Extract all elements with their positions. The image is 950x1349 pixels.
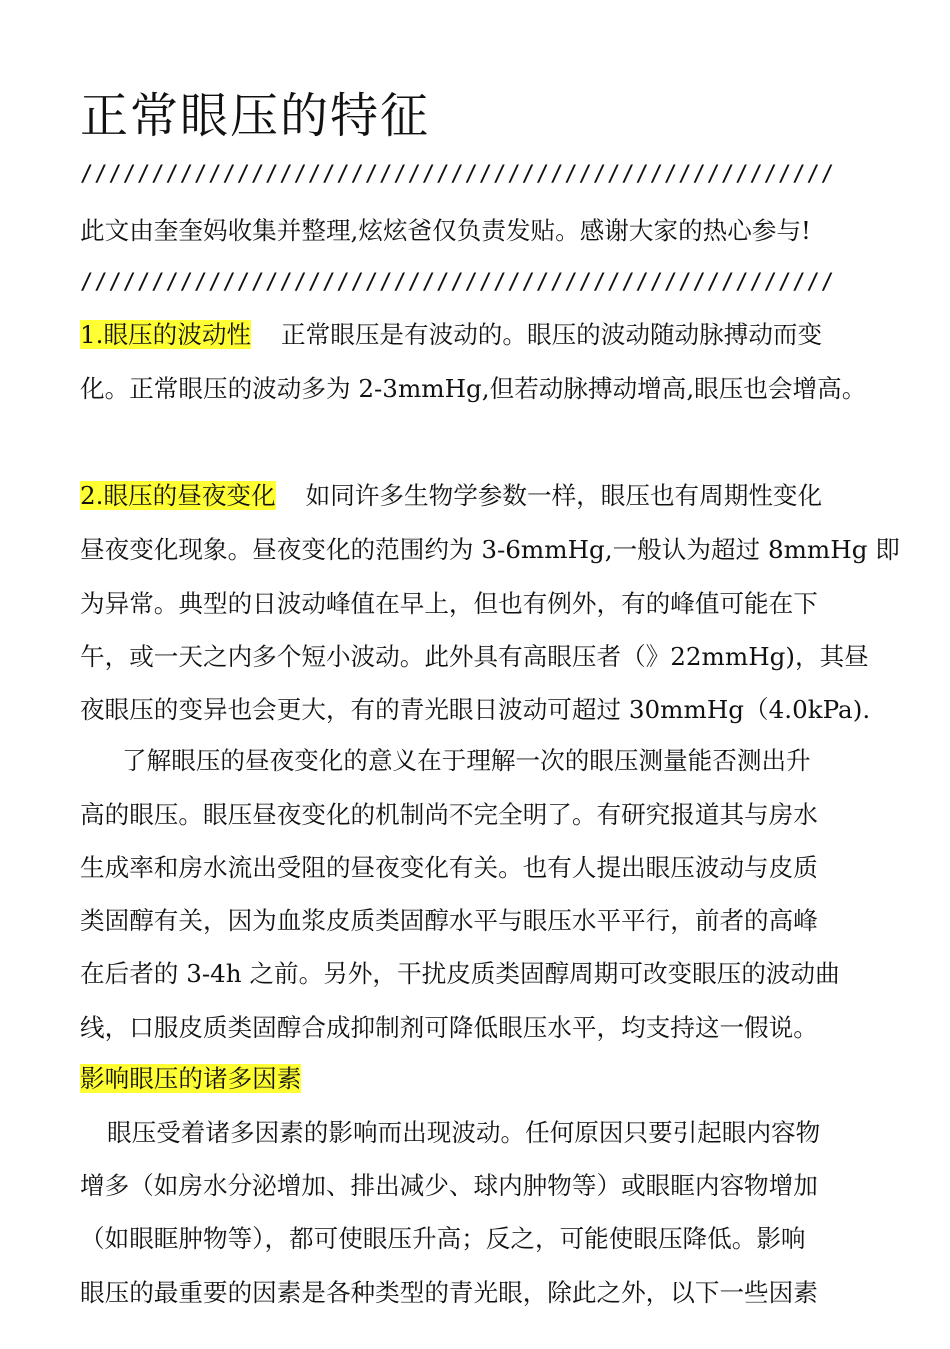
section3-text-line2: 增多（如房水分泌增加、排出减少、球内肿物等）或眼眶内容物增加 — [80, 1171, 818, 1200]
section2-text-line1: 如同许多生物学参数一样，眼压也有周期性变化 — [305, 481, 823, 510]
section3-text-line3: （如眼眶肿物等），都可使眼压升高；反之，可能使眼压降低。影响 — [80, 1224, 806, 1253]
section2-heading: 2.眼压的昼夜变化 — [80, 481, 276, 510]
section2-text-line5: 夜眼压的变异也会更大，有的青光眼日波动可超过 30mmHg（4.0kPa). — [80, 695, 871, 724]
section3-text-line1: 眼压受着诸多因素的影响而出现波动。任何原因只要引起眼内容物 — [107, 1118, 821, 1147]
section1-heading: 1.眼压的波动性 — [80, 320, 252, 349]
section2-text-line6: 了解眼压的昼夜变化的意义在于理解一次的眼压测量能否测出升 — [122, 746, 811, 775]
section3-heading-line — [80, 1059, 301, 1099]
section2-text-line9: 类固醇有关，因为血浆皮质类固醇水平与眼压水平平行，前者的高峰 — [80, 906, 818, 935]
section2-text-line7: 高的眼压。眼压昼夜变化的机制尚不完全明了。有研究报道其与房水 — [80, 800, 818, 829]
section2-text-line8: 生成率和房水流出受阻的昼夜变化有关。也有人提出眼压波动与皮质 — [80, 853, 818, 882]
section1-text-line2: 化。正常眼压的波动多为 2-3mmHg,但若动脉搏动增高,眼压也会增高。 — [80, 374, 867, 403]
section3-heading: 影响眼压的诸多因素 — [80, 1064, 302, 1093]
section2-text-line10: 在后者的 3-4h 之前。另外，干扰皮质类固醇周期可改变眼压的波动曲 — [80, 959, 840, 988]
section2-text-line2: 昼夜变化现象。昼夜变化的范围约为 3-6mmHg,一般认为超过 8mmHg 即 — [80, 535, 900, 564]
section2-text-line11: 线，口服皮质类固醇合成抑制剂可降低眼压水平，均支持这一假说。 — [80, 1013, 818, 1042]
credit-line: 此文由奎奎妈收集并整理,炫炫爸仅负责发贴。感谢大家的热心参与! — [80, 216, 811, 245]
page-title: 正常眼压的特征 — [80, 88, 431, 144]
section3-text-line4: 眼压的最重要的因素是各种类型的青光眼，除此之外，以下一些因素 — [80, 1278, 818, 1307]
section2-text-line3: 为异常。典型的日波动峰值在早上，但也有例外，有的峰值可能在下 — [80, 589, 818, 618]
section2-text-line4: 午，或一天之内多个短小波动。此外具有高眼压者（》22mmHg)，其昼 — [80, 642, 869, 671]
section1-text-line1: 正常眼压是有波动的。眼压的波动随动脉搏动而变 — [281, 320, 823, 349]
section1-first-line — [80, 315, 822, 355]
section2-first-line — [80, 476, 822, 516]
separator-line-top: ///////////////////////////////////////////////////// — [80, 162, 835, 187]
separator-line-bottom: ///////////////////////////////////////////////////// — [80, 270, 835, 295]
